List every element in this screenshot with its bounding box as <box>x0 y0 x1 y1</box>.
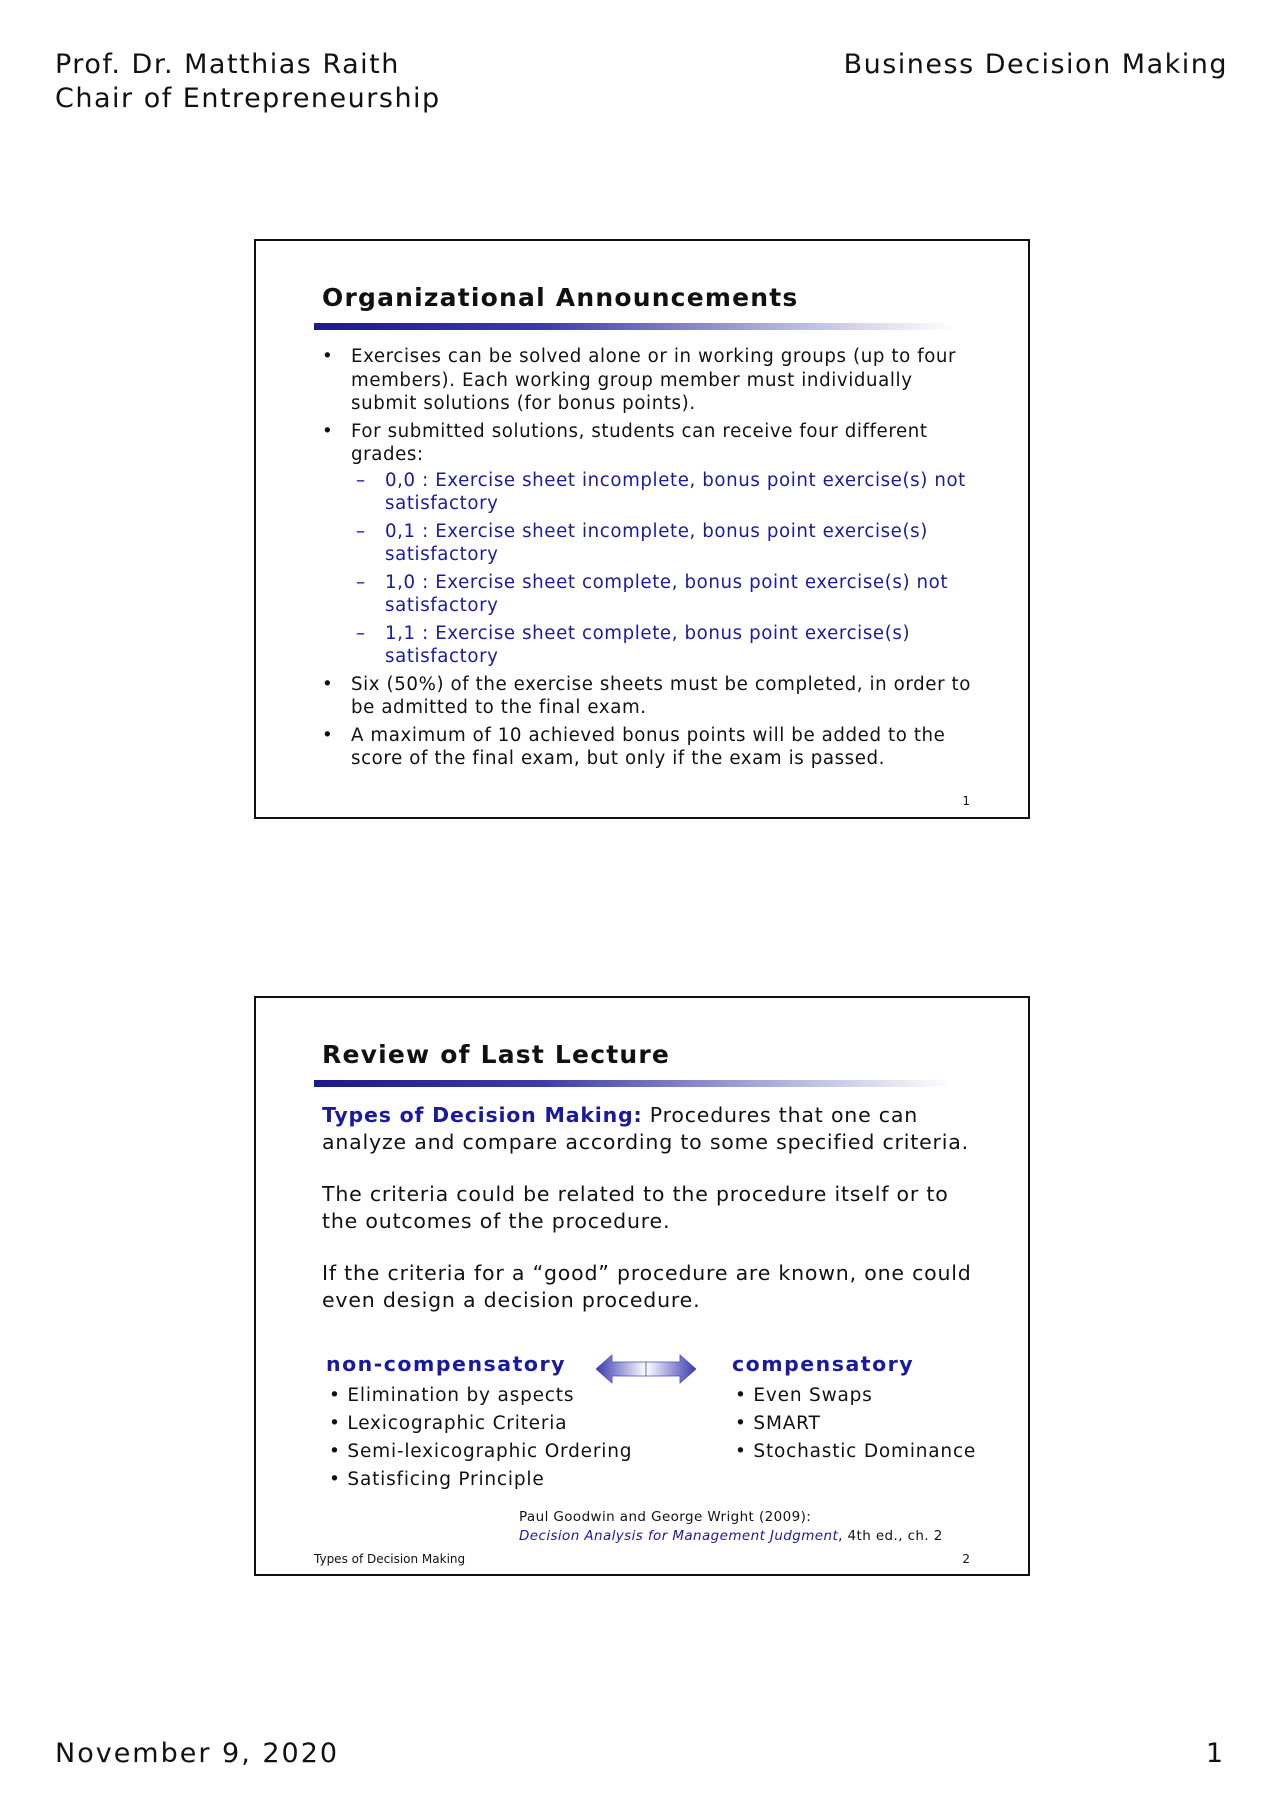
citation-edition: , 4th ed., ch. 2 <box>838 1528 943 1544</box>
title-underline-bar <box>314 323 954 330</box>
bullet-icon: • <box>322 724 334 746</box>
definition-text: Procedures that one can analyze and compare according to some specified criteria. <box>322 1103 969 1154</box>
list-item-text: Six (50%) of the exercise sheets must be completed, in order to be admitted to the final exam. <box>351 673 971 718</box>
grade-text: 0,1 : Exercise sheet incomplete, bonus point exercise(s) satisfactory <box>385 520 928 565</box>
non-compensatory-column <box>326 1350 632 1494</box>
page-header-left <box>55 48 441 116</box>
list-item-text: Exercises can be solved alone or in working groups (up to four members). Each working group member must individually submit solutions (for bonus points). <box>351 346 957 414</box>
list-item: • Elimination by aspects <box>329 1382 632 1410</box>
slide-organizational-announcements <box>254 239 1030 819</box>
column-heading: non-compensatory <box>326 1352 566 1376</box>
slide-title: Review of Last Lecture <box>322 1040 671 1069</box>
definition-paragraph <box>322 1102 982 1156</box>
list-item: • Lexicographic Criteria <box>329 1410 632 1438</box>
list-item: • SMART <box>735 1410 976 1438</box>
grade-text: 1,0 : Exercise sheet complete, bonus point exercise(s) not satisfactory <box>385 571 949 616</box>
title-underline-bar <box>314 1080 954 1087</box>
double-arrow-icon <box>596 1354 696 1384</box>
list-item <box>322 673 982 720</box>
slide-footer-label: Types of Decision Making <box>314 1552 466 1566</box>
list-item: • Semi-lexicographic Ordering <box>329 1438 632 1466</box>
dash-icon: – <box>356 520 366 542</box>
grade-text: 0,0 : Exercise sheet incomplete, bonus point exercise(s) not satisfactory <box>385 469 966 514</box>
handout-page-number: 1 <box>1205 1738 1225 1769</box>
author-name: Prof. Dr. Matthias Raith <box>55 49 400 80</box>
slide-number: 1 <box>962 794 970 808</box>
defined-term: Types of Decision Making: <box>322 1103 643 1127</box>
handout-date: November 9, 2020 <box>55 1738 340 1769</box>
dash-icon: – <box>356 469 366 491</box>
slide-number: 2 <box>962 1552 970 1566</box>
grade-item <box>322 571 982 618</box>
citation <box>519 1508 943 1546</box>
dash-icon: – <box>356 571 366 593</box>
announcement-list <box>322 345 982 775</box>
grade-item <box>322 622 982 669</box>
citation-source <box>519 1527 943 1546</box>
list-item <box>322 345 982 416</box>
dash-icon: – <box>356 622 366 644</box>
chair-name: Chair of Entrepreneurship <box>55 83 441 114</box>
list-item <box>322 420 982 467</box>
paragraph-criteria: The criteria could be related to the procedure itself or to the outcomes of the procedure. <box>322 1182 949 1233</box>
method-list <box>732 1382 976 1466</box>
paragraph-design: If the criteria for a “good” procedure are known, one could even design a decision procedure. <box>322 1261 972 1312</box>
grade-item <box>322 520 982 567</box>
citation-book-title: Decision Analysis for Management Judgment <box>519 1528 839 1544</box>
bullet-icon: • <box>322 420 334 442</box>
list-item <box>322 724 982 771</box>
bullet-icon: • <box>322 673 334 695</box>
slide-review-last-lecture <box>254 996 1030 1576</box>
citation-authors: Paul Goodwin and George Wright (2009): <box>519 1509 812 1525</box>
method-list <box>326 1382 632 1494</box>
compensatory-column <box>732 1350 976 1466</box>
list-item: • Even Swaps <box>735 1382 976 1410</box>
list-item-text: For submitted solutions, students can receive four different grades: <box>351 420 928 465</box>
list-item: • Satisficing Principle <box>329 1466 632 1494</box>
list-item-text: A maximum of 10 achieved bonus points will be added to the score of the final exam, but only if the exam is passed. <box>351 724 946 769</box>
slide-title: Organizational Announcements <box>322 283 799 312</box>
grade-text: 1,1 : Exercise sheet complete, bonus point exercise(s) satisfactory <box>385 622 911 667</box>
list-item: • Stochastic Dominance <box>735 1438 976 1466</box>
column-heading: compensatory <box>732 1352 915 1376</box>
grade-item <box>322 469 982 516</box>
course-title: Business Decision Making <box>843 49 1228 80</box>
review-text <box>322 1102 982 1339</box>
bullet-icon: • <box>322 346 334 367</box>
